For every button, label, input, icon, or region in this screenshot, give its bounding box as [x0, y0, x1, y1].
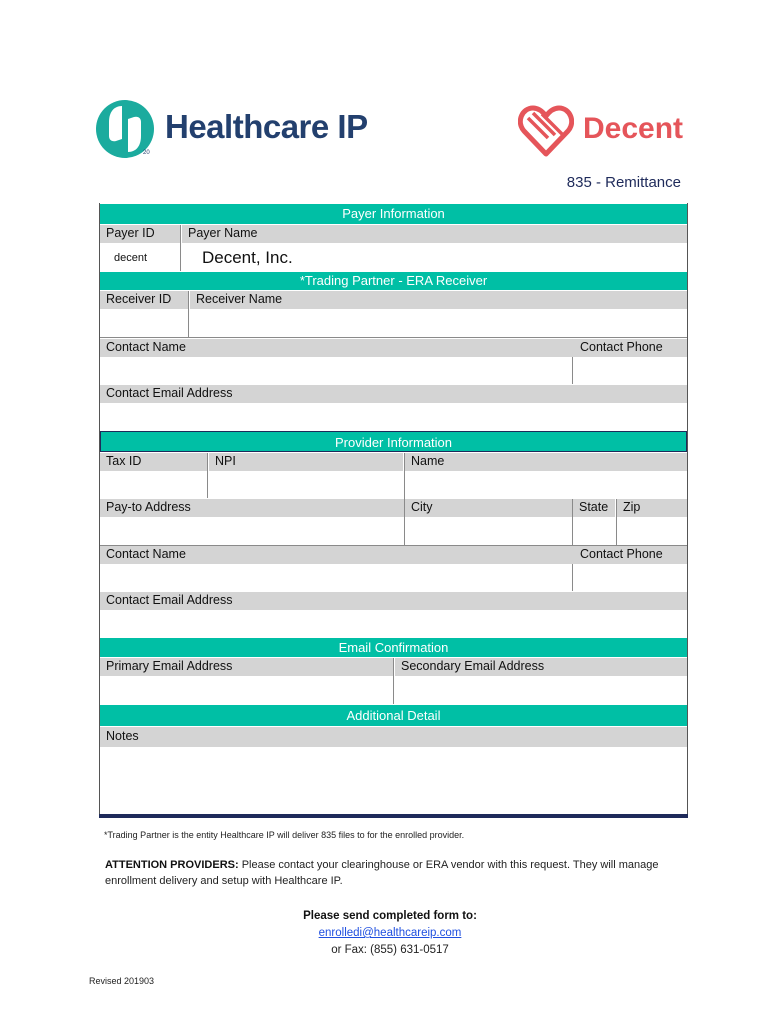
payer-info-header: Payer Information: [100, 204, 687, 224]
send-email-link[interactable]: enrolledi@healthcareip.com: [318, 927, 462, 939]
pay-to-address-label: Pay-to Address: [100, 499, 404, 517]
tp-contact-phone-field[interactable]: [573, 358, 687, 384]
document-title: 835 - Remittance: [566, 174, 681, 191]
attention-text: Please contact your clearinghouse or ERA vendor with this request. They will manage: [238, 859, 659, 871]
tp-contact-name-label: Contact Name: [100, 339, 687, 357]
payer-id-value: decent: [114, 252, 148, 264]
send-fax: or Fax: (855) 631-0517: [331, 944, 449, 956]
npi-label: NPI: [209, 453, 403, 471]
receiver-name-field[interactable]: [189, 310, 687, 337]
divider: [100, 337, 687, 338]
city-field[interactable]: [405, 518, 572, 545]
npi-field[interactable]: [208, 472, 404, 498]
decent-logo: [518, 104, 688, 160]
provider-contact-email-field[interactable]: [100, 611, 687, 637]
receiver-id-field[interactable]: [100, 310, 188, 337]
city-label: City: [405, 499, 572, 517]
state-label: State: [573, 499, 615, 517]
secondary-email-label: Secondary Email Address: [395, 658, 687, 676]
email-confirmation-header: Email Confirmation: [100, 638, 687, 657]
tax-id-field[interactable]: [100, 472, 207, 498]
healthcare-ip-logo: [95, 100, 375, 162]
decent-heart-icon: [518, 104, 574, 158]
healthcare-ip-logo-mark: 20: [143, 150, 150, 156]
decent-logo-text: Decent: [583, 112, 684, 145]
additional-detail-header: Additional Detail: [100, 705, 687, 726]
notes-label: Notes: [100, 727, 687, 747]
attention-block: [105, 857, 705, 889]
attention-lead: ATTENTION PROVIDERS:: [105, 859, 239, 871]
notes-field[interactable]: [100, 748, 687, 814]
tp-contact-phone-label: Contact Phone: [580, 340, 663, 354]
attention-text-2: enrollment delivery and setup with Healthcare IP.: [105, 875, 343, 887]
trading-partner-header: *Trading Partner - ERA Receiver: [100, 272, 687, 290]
provider-contact-name-field[interactable]: [100, 565, 572, 591]
payer-name-value: Decent, Inc.: [202, 248, 293, 267]
state-field[interactable]: [573, 518, 616, 545]
receiver-id-label: Receiver ID: [100, 291, 188, 309]
tp-contact-name-field[interactable]: [100, 358, 572, 384]
secondary-email-field[interactable]: [394, 677, 687, 704]
provider-name-label: Name: [405, 453, 687, 471]
pay-to-address-field[interactable]: [100, 518, 404, 545]
provider-name-field[interactable]: [405, 472, 687, 498]
provider-contact-email-label: Contact Email Address: [100, 592, 687, 610]
provider-contact-phone-label: Contact Phone: [580, 547, 663, 561]
provider-info-header: Provider Information: [100, 431, 687, 452]
provider-contact-phone-field[interactable]: [573, 565, 687, 591]
send-title: Please send completed form to:: [303, 910, 477, 922]
form-frame-right: [687, 203, 688, 817]
primary-email-field[interactable]: [100, 677, 393, 704]
healthcare-ip-logo-text: Healthcare IP: [165, 108, 368, 145]
revised-stamp: Revised 201903: [89, 976, 155, 986]
footnote: *Trading Partner is the entity Healthcare IP will deliver 835 files to for the enrolled provider.: [104, 830, 465, 840]
payer-id-label: Payer ID: [100, 225, 180, 243]
payer-name-label: Payer Name: [182, 225, 687, 243]
tp-contact-email-label: Contact Email Address: [100, 385, 687, 403]
receiver-name-label: Receiver Name: [190, 291, 687, 309]
provider-contact-name-label: Contact Name: [100, 546, 687, 564]
payer-name-field[interactable]: [181, 244, 687, 271]
tax-id-label: Tax ID: [100, 453, 207, 471]
zip-label: Zip: [617, 499, 687, 517]
zip-field[interactable]: [617, 518, 687, 545]
form-bottom-border: [99, 814, 688, 818]
primary-email-label: Primary Email Address: [100, 658, 393, 676]
tp-contact-email-field[interactable]: [100, 404, 687, 430]
payer-id-field[interactable]: [100, 244, 180, 271]
